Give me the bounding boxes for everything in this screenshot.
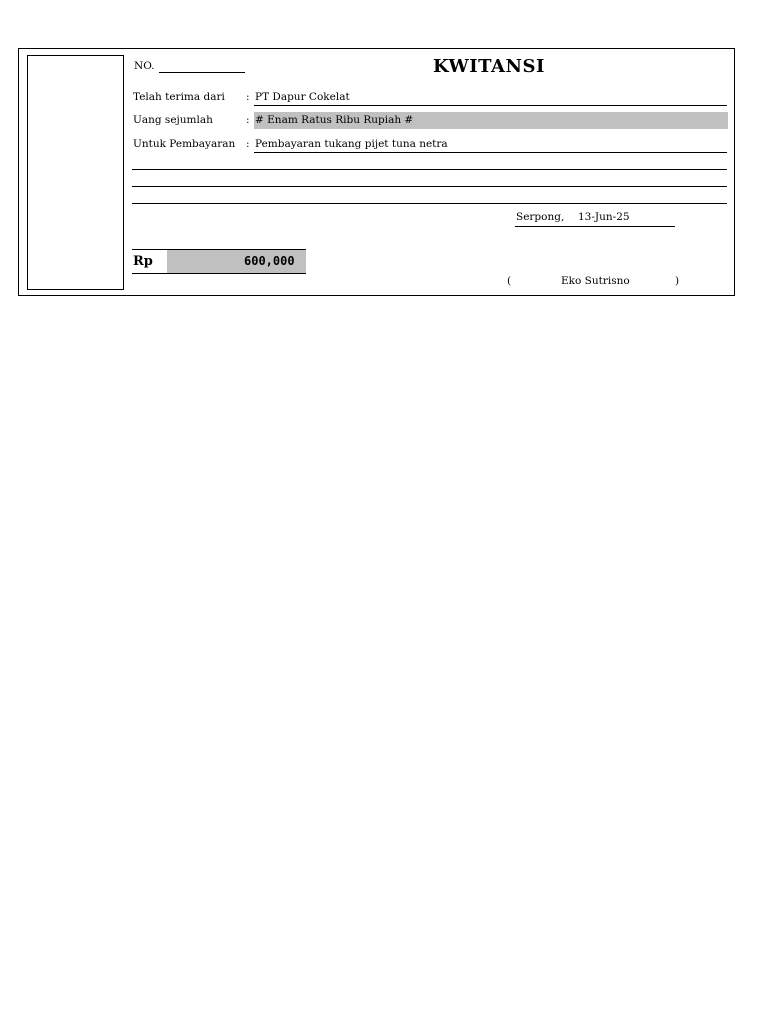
received-from-value: PT Dapur Cokelat — [255, 91, 350, 103]
receipt-title: KWITANSI — [433, 56, 545, 77]
received-from-underline — [254, 105, 727, 106]
purpose-colon: : — [246, 138, 250, 150]
signer-close-paren: ) — [675, 275, 680, 287]
ruled-line-3 — [132, 203, 727, 204]
receipt-stub-box — [27, 55, 124, 290]
amount-words-colon: : — [246, 114, 250, 126]
currency-label: Rp — [133, 254, 153, 269]
date-text: 13-Jun-25 — [578, 211, 630, 223]
receipt-number-label: NO. — [134, 60, 155, 72]
purpose-value: Pembayaran tukang pijet tuna netra — [255, 138, 448, 150]
place-text: Serpong, — [516, 211, 565, 223]
receipt-form — [18, 48, 735, 296]
purpose-label: Untuk Pembayaran — [133, 138, 236, 150]
amount-bottom-line — [132, 273, 306, 274]
signer-name: Eko Sutrisno — [561, 275, 630, 287]
signer-open-paren: ( — [507, 275, 512, 287]
receipt-number-underline — [159, 72, 245, 73]
ruled-line-1 — [132, 169, 727, 170]
received-from-colon: : — [246, 91, 250, 103]
purpose-underline — [254, 152, 727, 153]
amount-words-value: # Enam Ratus Ribu Rupiah # — [255, 114, 414, 126]
amount-value: 600,000 — [244, 254, 295, 268]
ruled-line-2 — [132, 186, 727, 187]
date-underline — [515, 226, 675, 227]
received-from-label: Telah terima dari — [133, 91, 225, 103]
amount-words-label: Uang sejumlah — [133, 114, 213, 126]
